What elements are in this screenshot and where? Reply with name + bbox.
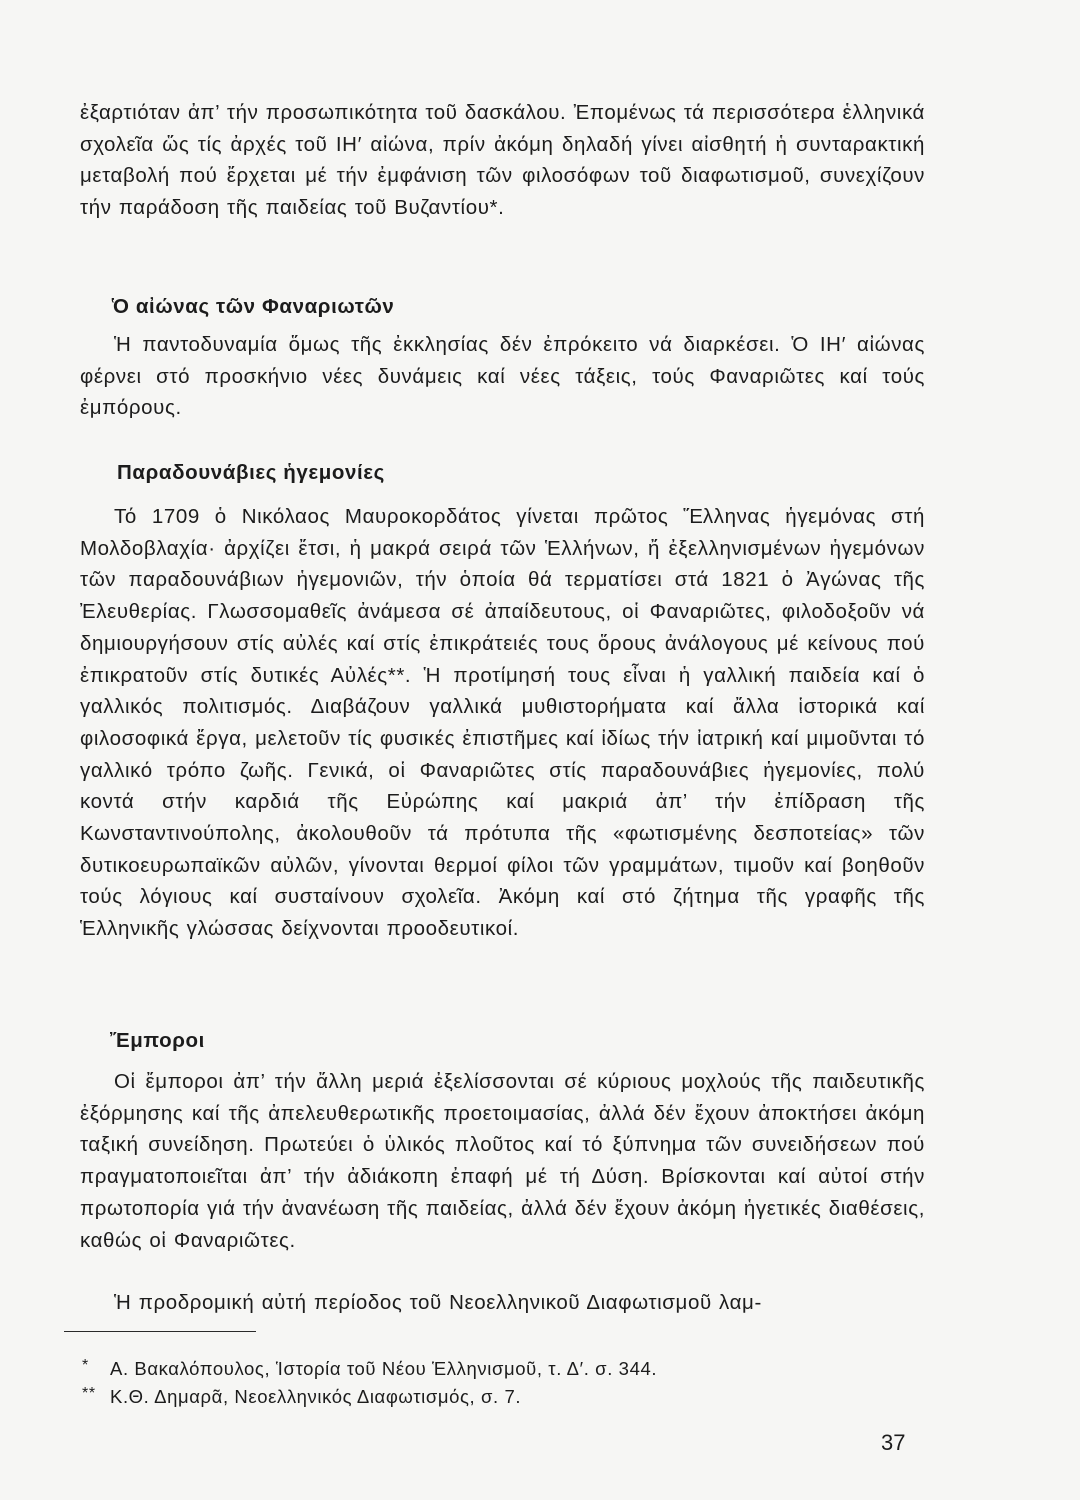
intro-paragraph: ἐξαρτιόταν ἀπ’ τήν προσωπικότητα τοῦ δασκάλου. Ἐπομένως τά περισσότερα ἑλληνικά σχολεῖα ὥς τίς ἀρχές τοῦ ΙΗ′ αἰώνα, πρίν ἀκόμη δηλαδή γίνει αἰσθητή ἡ συνταρακτική μεταβολή πού ἔρχεται μέ τήν ἐμφάνιση τῶν φιλοσόφων τοῦ διαφωτισμοῦ, συνεχίζουν τήν παράδοση τῆς παιδείας τοῦ Βυζαντίου*. <box>80 101 925 220</box>
footnote-text: Κ.Θ. Δημαρᾶ, Νεοελληνικός Διαφωτισμός, σ. 7. <box>110 1386 522 1407</box>
footnote-text: Α. Βακαλόπουλος, Ἱστορία τοῦ Νέου Ἑλληνισμοῦ, τ. Δ′. σ. 344. <box>110 1358 658 1379</box>
page-number: 37 <box>881 1430 906 1455</box>
section-heading-danubian-principalities: Παραδουνάβιες ἡγεμονίες <box>117 461 385 484</box>
section-heading-merchants: Ἔμποροι <box>110 1029 205 1052</box>
phanariots-paragraph: Ἡ παντοδυναμία ὅμως τῆς ἐκκλησίας δέν ἐπρόκειτο νά διαρκέσει. Ὁ ΙΗ′ αἰώνας φέρνει στό προσκήνιο νέες δυνάμεις καί νέες τάξεις, τούς Φαναριῶτες καί τούς ἐμπόρους. <box>80 333 925 420</box>
footnote-2 <box>82 1381 942 1410</box>
danubian-principalities-paragraph: Τό 1709 ὁ Νικόλαος Μαυροκορδάτος γίνεται πρῶτος Ἕλληνας ἡγεμόνας στή Μολδοβλαχία· ἀρχίζει ἔτσι, ἡ μακρά σειρά τῶν Ἑλλήνων, ἤ ἐξελληνισμένων ἡγεμόνων τῶν παραδουνάβιων ἡγεμονιῶν, τήν ὁποία θά τερματίσει στά 1821 ὁ Ἀγώνας τῆς Ἐλευθερίας. Γλωσσομαθεῖς ἀνάμεσα σέ ἀπαίδευτους, οἱ Φαναριῶτες, φιλοδοξοῦν νά δημιουργήσουν στίς αὐλές καί στίς ἐπικράτειές τους ὅρους ἀνάλογους μέ κείνους πού ἐπικρατοῦν στίς δυτικές Αὐλές**. Ἡ προτίμησή τους εἶναι ἡ γαλλική παιδεία καί ὁ γαλλικός πολιτισμός. Διαβάζουν γαλλικά μυθιστορήματα καί ἄλλα ἱστορικά καί φιλοσοφικά ἔργα, μελετοῦν τίς φυσικές ἐπιστῆμες καί ἰδίως τήν ἰατρική καί μιμοῦνται τό γαλλικό τρόπο ζωῆς. Γενικά, οἱ Φαναριῶτες στίς παραδουνάβιες ἡγεμονίες, πολύ κοντά στήν καρδιά τῆς Εὐρώπης καί μακριά ἀπ’ τήν ἐπίδραση τῆς Κωνσταντινούπολης, ἀκολουθοῦν τά πρότυπα τῆς «φωτισμένης δεσποτείας» τῶν δυτικοευρωπαϊκῶν αὐλῶν, γίνονται θερμοί φίλοι τῶν γραμμάτων, τιμοῦν καί βοηθοῦν τούς λόγιους καί συσταίνουν σχολεῖα. Ἀκόμη καί στό ζήτημα τῆς γραφῆς τῆς Ἑλληνικῆς γλώσσας δείχνονται προοδευτικοί. <box>80 505 925 941</box>
footnote-separator <box>64 1331 256 1332</box>
footnote-1 <box>82 1353 942 1382</box>
closing-paragraph: Ἡ προδρομική αὐτή περίοδος τοῦ Νεοελληνικοῦ Διαφωτισμοῦ λαμ- <box>114 1291 762 1314</box>
section-heading-phanariots: Ὁ αἰώνας τῶν Φαναριωτῶν <box>112 295 395 318</box>
merchants-paragraph: Οἱ ἔμποροι ἀπ’ τήν ἄλλη μεριά ἐξελίσσονται σέ κύριους μοχλούς τῆς παιδευτικῆς ἐξόρμησης καί τῆς ἀπελευθερωτικῆς προετοιμασίας, ἀλλά δέν ἔχουν ἀποκτήσει ἀκόμη ταξική συνείδηση. Πρωτεύει ὁ ὑλικός πλοῦτος καί τό ξύπνημα τῶν συνειδήσεων πού πραγματοποιεῖται ἀπ’ τήν ἀδιάκοπη ἐπαφή μέ τή Δύση. Βρίσκονται καί αὐτοί στήν πρωτοπορία γιά τήν ἀνανέωση τῆς παιδείας, ἀλλά δέν ἔχουν ἀκόμη ἡγετικές διαθέσεις, καθώς οἱ Φαναριῶτες. <box>80 1070 925 1252</box>
footnote-marker: * <box>82 1357 89 1374</box>
footnote-marker: ** <box>82 1385 96 1402</box>
